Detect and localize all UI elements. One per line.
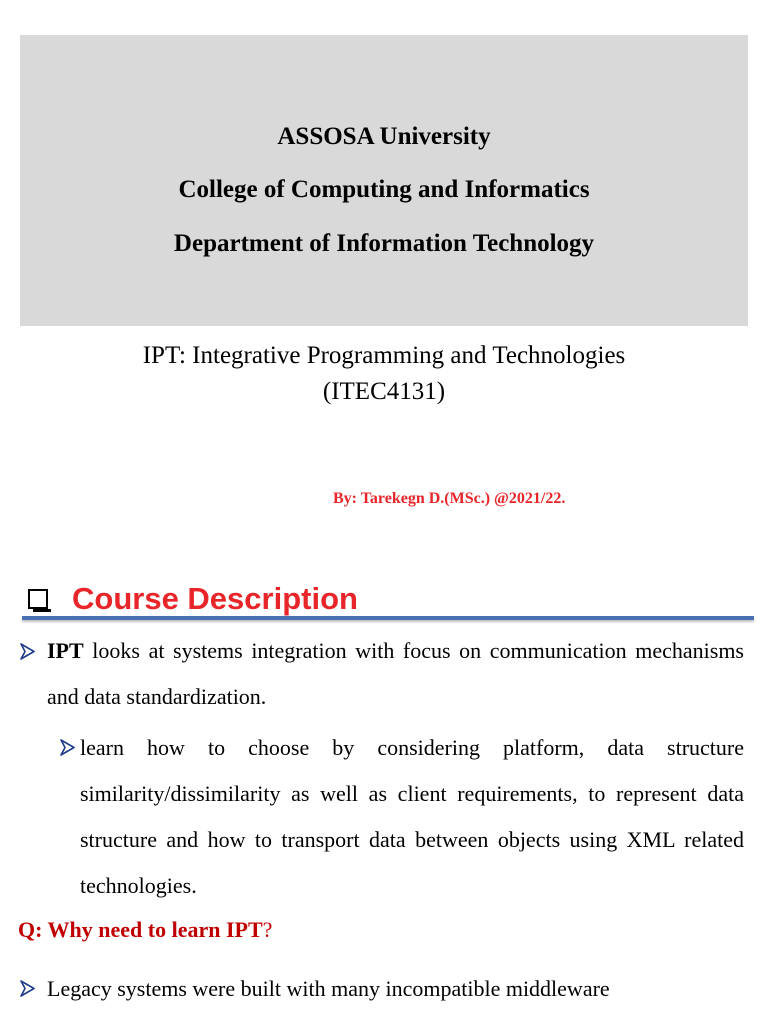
header-banner (20, 35, 748, 326)
sub-bullet-learning-goal (80, 725, 744, 909)
section-heading (28, 577, 358, 621)
question-mark: ? (262, 917, 273, 942)
course-title: IPT: Integrative Programming and Technologies (142, 342, 626, 369)
arrow-bullet-icon (60, 739, 75, 756)
arrow-bullet-icon (20, 643, 35, 660)
arrow-bullet-icon (20, 980, 35, 997)
bullet-ipt-description (47, 628, 744, 720)
sub-bullet-text: learn how to choose by considering platform, data structure similarity/dissimilarity as well as client requirements, to represent data structure and how to transport data between objects using XML related technologies. (80, 735, 744, 898)
question-text: Q: Why need to learn IPT (18, 917, 263, 942)
university-name: ASSOSA University (277, 123, 491, 150)
question-heading (18, 917, 272, 943)
bullet-text: Legacy systems were built with many incompatible middleware (47, 976, 610, 1001)
department-name: Department of Information Technology (173, 230, 595, 257)
course-code: (ITEC4131) (322, 378, 446, 405)
college-name: College of Computing and Informatics (178, 176, 590, 203)
section-title: Course Description (72, 581, 358, 616)
author-byline: By: Tarekegn D.(MSc.) @2021/22. (333, 490, 566, 507)
section-divider (22, 616, 754, 620)
bullet-bold-term: IPT (47, 638, 84, 663)
bullet-legacy-systems (47, 966, 744, 1012)
bullet-text: looks at systems integration with focus on communication mechanisms and data standardization. (47, 638, 744, 709)
checkbox-bullet-icon (28, 589, 48, 609)
